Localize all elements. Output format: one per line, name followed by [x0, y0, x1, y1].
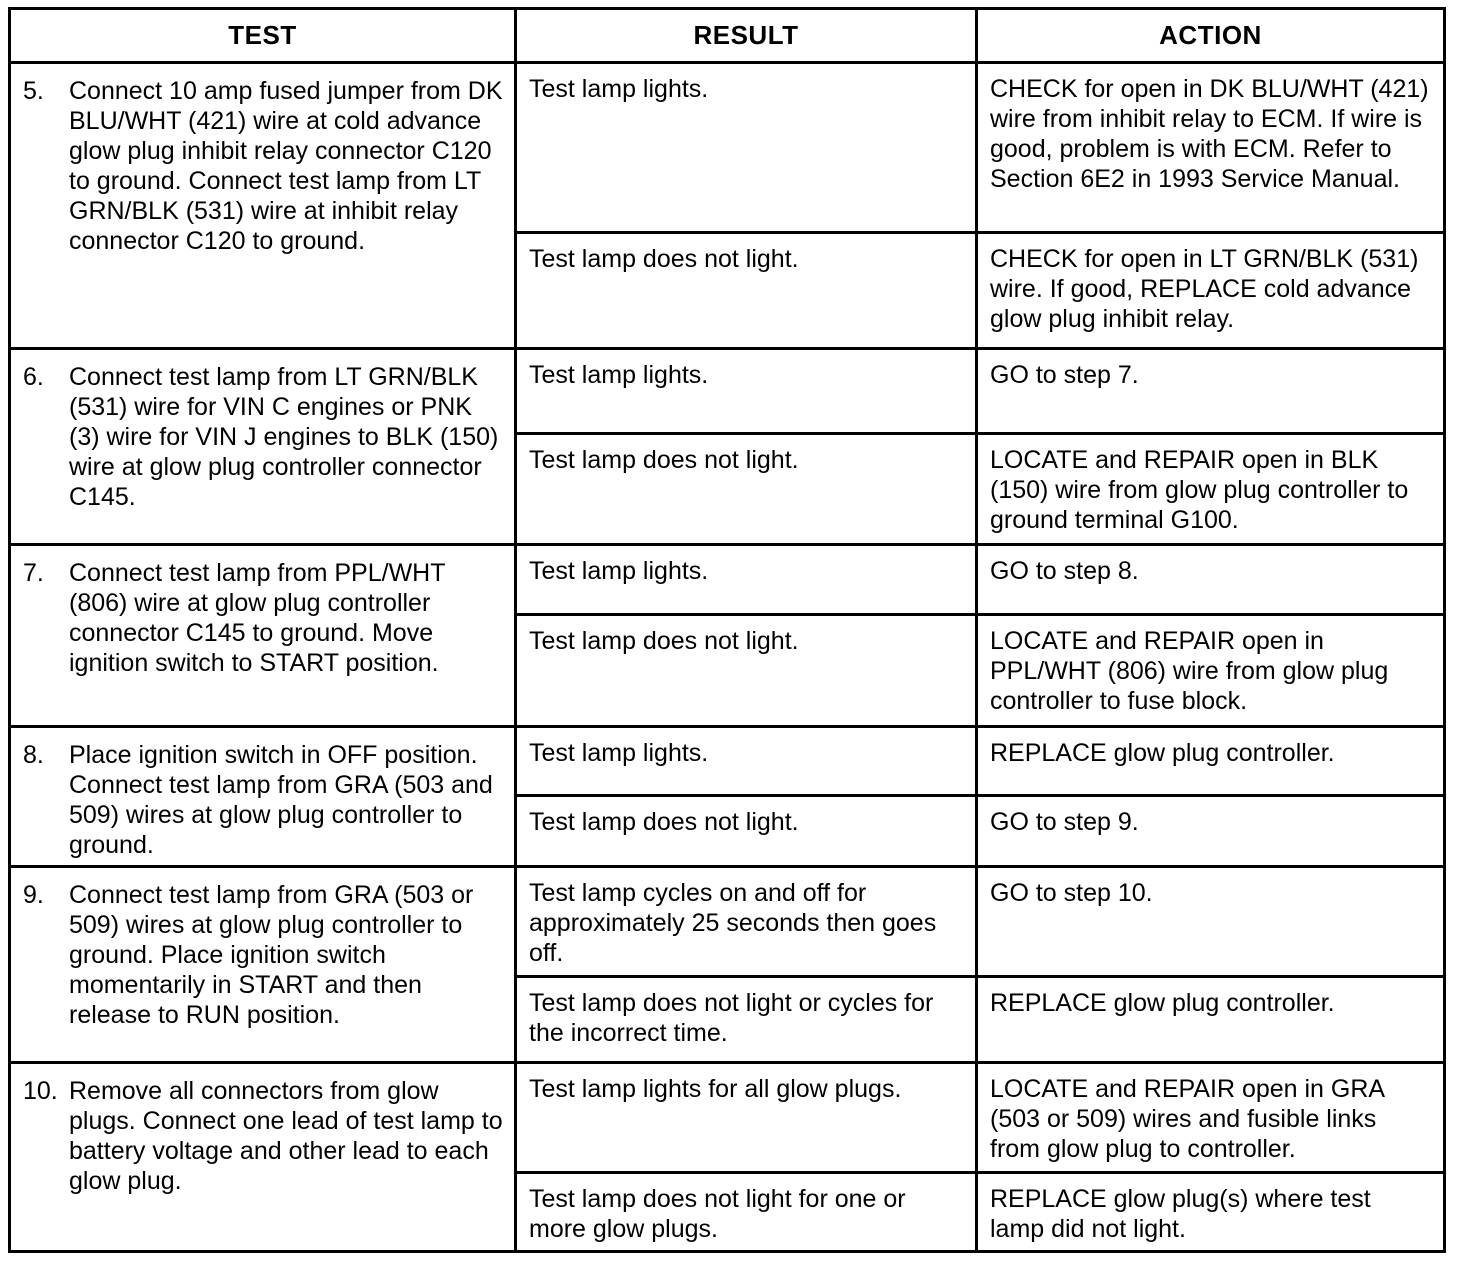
test-cell	[11, 1064, 517, 1250]
action-cell: GO to step 10.	[990, 879, 1153, 907]
step-number: 6.	[23, 363, 44, 391]
outcome-row	[517, 978, 1443, 1061]
table-row	[11, 868, 1443, 1064]
test-cell	[11, 868, 517, 1061]
result-cell: Test lamp lights.	[517, 546, 978, 613]
action-cell: LOCATE and REPAIR open in PPL/WHT (806) wire from glow plug controller to fuse block.	[990, 627, 1389, 715]
table-row	[11, 546, 1443, 728]
outcome-row	[517, 1174, 1443, 1250]
action-cell: REPLACE glow plug controller.	[990, 739, 1335, 767]
header-test: TEST	[11, 10, 517, 61]
action-cell: CHECK for open in LT GRN/BLK (531) wire. If good, REPLACE cold advance glow plug inhibit relay.	[990, 245, 1419, 333]
result-cell: Test lamp does not light.	[517, 435, 978, 543]
outcome-row	[517, 728, 1443, 797]
table-row	[11, 1064, 1443, 1250]
outcome-row	[517, 1064, 1443, 1174]
result-cell: Test lamp does not light.	[517, 797, 978, 865]
outcome-row	[517, 350, 1443, 435]
result-cell: Test lamp does not light or cycles for the incorrect time.	[517, 978, 978, 1061]
step-description: Connect test lamp from LT GRN/BLK (531) wire for VIN C engines or PNK (3) wire for VIN J engines to BLK (150) wire at glow plug controller connector C145.	[69, 363, 499, 511]
outcome-row	[517, 868, 1443, 978]
test-cell	[11, 350, 517, 543]
result-cell: Test lamp does not light.	[517, 234, 978, 347]
step-number: 10.	[23, 1077, 58, 1105]
action-cell: GO to step 8.	[990, 557, 1139, 585]
step-number: 9.	[23, 881, 44, 909]
header-action: ACTION	[1159, 20, 1262, 50]
action-cell: LOCATE and REPAIR open in GRA (503 or 509) wires and fusible links from glow plug to controller.	[990, 1075, 1384, 1163]
test-cell	[11, 64, 517, 347]
action-cell: LOCATE and REPAIR open in BLK (150) wire from glow plug controller to ground terminal G100.	[990, 446, 1409, 534]
action-cell: GO to step 9.	[990, 808, 1139, 836]
step-description: Connect test lamp from GRA (503 or 509) wires at glow plug controller to ground. Place ignition switch momentarily in START and then release to RUN position.	[69, 881, 474, 1029]
action-cell: REPLACE glow plug(s) where test lamp did not light.	[990, 1185, 1371, 1243]
result-cell: Test lamp does not light.	[517, 616, 978, 725]
step-number: 8.	[23, 741, 44, 769]
diagnostic-table	[8, 7, 1446, 1253]
outcome-row	[517, 797, 1443, 865]
step-description: Connect test lamp from PPL/WHT (806) wire at glow plug controller connector C145 to ground. Move ignition switch to START position.	[69, 559, 446, 677]
result-cell: Test lamp lights for all glow plugs.	[517, 1064, 978, 1171]
step-number: 5.	[23, 77, 44, 105]
table-row	[11, 350, 1443, 546]
action-cell: GO to step 7.	[990, 361, 1139, 389]
test-cell	[11, 728, 517, 865]
step-number: 7.	[23, 559, 44, 587]
step-description: Place ignition switch in OFF position. Connect test lamp from GRA (503 and 509) wires at glow plug controller to ground.	[69, 741, 493, 859]
table-header	[11, 10, 1443, 64]
table-row	[11, 728, 1443, 868]
step-description: Connect 10 amp fused jumper from DK BLU/WHT (421) wire at cold advance glow plug inhibit relay connector C120 to ground. Connect test lamp from LT GRN/BLK (531) wire at inhibit relay connector C120 to ground.	[69, 77, 503, 255]
result-cell: Test lamp lights.	[517, 64, 978, 231]
step-description: Remove all connectors from glow plugs. Connect one lead of test lamp to battery voltage and other lead to each glow plug.	[69, 1077, 503, 1195]
result-cell: Test lamp lights.	[517, 350, 978, 432]
header-result: RESULT	[517, 10, 978, 61]
action-cell: REPLACE glow plug controller.	[990, 989, 1335, 1017]
test-cell	[11, 546, 517, 725]
outcome-row	[517, 64, 1443, 234]
result-cell: Test lamp lights.	[517, 728, 978, 794]
outcome-row	[517, 616, 1443, 725]
result-cell: Test lamp cycles on and off for approximately 25 seconds then goes off.	[517, 868, 978, 975]
outcome-row	[517, 546, 1443, 616]
result-cell: Test lamp does not light for one or more glow plugs.	[517, 1174, 978, 1250]
action-cell: CHECK for open in DK BLU/WHT (421) wire from inhibit relay to ECM. If wire is good, problem is with ECM. Refer to Section 6E2 in 1993 Service Manual.	[990, 75, 1429, 193]
outcome-row	[517, 234, 1443, 347]
outcome-row	[517, 435, 1443, 543]
table-row	[11, 64, 1443, 350]
